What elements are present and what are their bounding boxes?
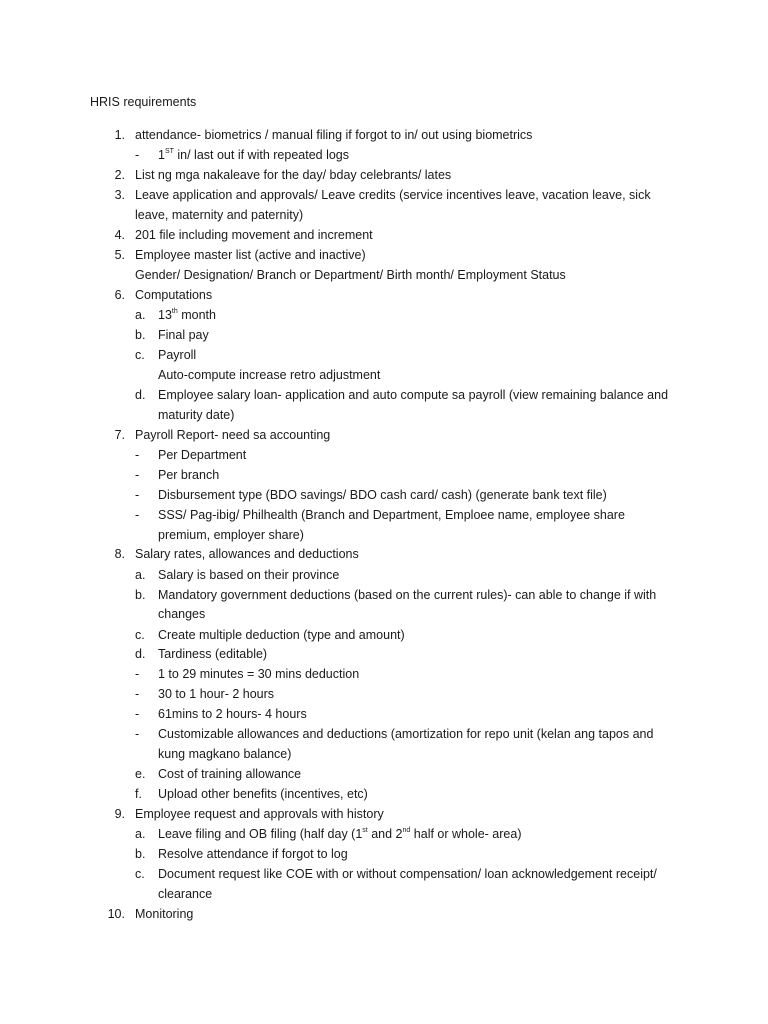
list-marker: - xyxy=(135,468,140,482)
list-item-text: 1ST in/ last out if with repeated logs xyxy=(158,147,350,162)
list-item-text: Employee salary loan- application and auto compute sa payroll (view remaining balance and xyxy=(158,388,669,402)
list-marker: 2. xyxy=(114,168,125,182)
list-marker: b. xyxy=(135,328,146,342)
list-marker: a. xyxy=(135,308,146,322)
list-item-continuation: premium, employer share) xyxy=(158,528,304,542)
list-marker: b. xyxy=(135,847,146,861)
list-item-text: Final pay xyxy=(158,328,209,342)
list-item-text: SSS/ Pag-ibig/ Philhealth (Branch and Department, Emploee name, employee share xyxy=(158,508,625,522)
list-item-text: Monitoring xyxy=(135,907,194,921)
list-marker: 3. xyxy=(114,188,125,202)
list-item-text: Leave application and approvals/ Leave credits (service incentives leave, vacation leave, sick xyxy=(135,188,651,202)
list-marker: - xyxy=(135,488,140,502)
list-item-text: Payroll Report- need sa accounting xyxy=(135,428,331,442)
list-marker: c. xyxy=(135,348,145,362)
list-item-continuation: leave, maternity and paternity) xyxy=(135,208,304,222)
list-item-continuation: maturity date) xyxy=(158,408,235,422)
list-item-text: Create multiple deduction (type and amount) xyxy=(158,628,405,642)
list-item-continuation: kung magkano balance) xyxy=(158,747,292,761)
list-item-continuation: clearance xyxy=(158,887,213,901)
list-item-text: Mandatory government deductions (based on the current rules)- can able to change if with xyxy=(158,588,657,602)
list-marker: a. xyxy=(135,568,146,582)
list-item-continuation: Auto-compute increase retro adjustment xyxy=(158,368,381,382)
list-marker: f. xyxy=(135,787,142,801)
list-marker: 10. xyxy=(107,907,125,921)
list-marker: 6. xyxy=(114,288,125,302)
list-marker: 9. xyxy=(114,807,125,821)
list-item-text: Payroll xyxy=(158,348,197,362)
list-marker: 7. xyxy=(114,428,125,442)
list-marker: a. xyxy=(135,827,146,841)
list-item-text: 30 to 1 hour- 2 hours xyxy=(158,687,275,701)
list-item-text: Computations xyxy=(135,288,213,302)
document-title: HRIS requirements xyxy=(90,95,197,109)
list-item-text: Disbursement type (BDO savings/ BDO cash card/ cash) (generate bank text file) xyxy=(158,488,607,502)
list-marker: 4. xyxy=(114,228,125,242)
list-marker: - xyxy=(135,727,140,741)
list-item-text: Cost of training allowance xyxy=(158,767,302,781)
list-item-text: Customizable allowances and deductions (amortization for repo unit (kelan ang tapos and xyxy=(158,727,654,741)
list-item-continuation: changes xyxy=(158,607,206,621)
list-item-text: 13th month xyxy=(158,307,216,322)
list-marker: d. xyxy=(135,647,146,661)
list-marker: e. xyxy=(135,767,146,781)
list-marker: c. xyxy=(135,628,145,642)
list-item-text: Salary rates, allowances and deductions xyxy=(135,547,359,561)
list-item-text: Employee master list (active and inactive) xyxy=(135,248,366,262)
list-marker: d. xyxy=(135,388,146,402)
list-item-text: Resolve attendance if forgot to log xyxy=(158,847,348,861)
list-marker: b. xyxy=(135,588,146,602)
list-item-text: Document request like COE with or without compensation/ loan acknowledgement receipt/ xyxy=(158,867,657,881)
list-marker: - xyxy=(135,148,140,162)
list-marker: - xyxy=(135,448,140,462)
list-marker: - xyxy=(135,687,140,701)
list-marker: 8. xyxy=(114,547,125,561)
list-item-text: Per Department xyxy=(158,448,247,462)
list-item-text: 1 to 29 minutes = 30 mins deduction xyxy=(158,667,360,681)
list-item-text: Employee request and approvals with history xyxy=(135,807,384,821)
list-item-continuation: Gender/ Designation/ Branch or Department/ Birth month/ Employment Status xyxy=(135,268,566,282)
list-marker: 5. xyxy=(114,248,125,262)
list-item-text: List ng mga nakaleave for the day/ bday celebrants/ lates xyxy=(135,168,452,182)
list-item-text: 61mins to 2 hours- 4 hours xyxy=(158,707,307,721)
list-item-text: Upload other benefits (incentives, etc) xyxy=(158,787,368,801)
list-item-text: Salary is based on their province xyxy=(158,568,340,582)
list-item-text: 201 file including movement and increment xyxy=(135,228,373,242)
list-item-text: Tardiness (editable) xyxy=(158,647,268,661)
list-marker: - xyxy=(135,667,140,681)
list-item-text: attendance- biometrics / manual filing if forgot to in/ out using biometrics xyxy=(135,128,533,142)
list-item-text: Per branch xyxy=(158,468,220,482)
list-marker: 1. xyxy=(114,128,125,142)
list-marker: c. xyxy=(135,867,145,881)
list-marker: - xyxy=(135,508,140,522)
list-marker: - xyxy=(135,707,140,721)
list-item-text: Leave filing and OB filing (half day (1st and 2nd half or whole- area) xyxy=(158,826,522,841)
